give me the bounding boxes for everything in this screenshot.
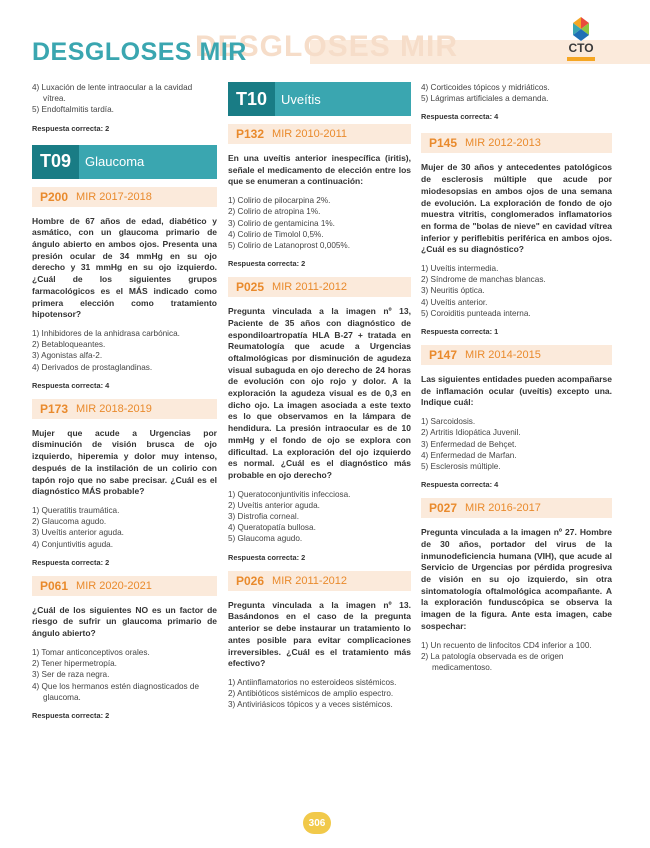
question-code: P147 [429,348,458,363]
question-year: MIR 2016-2017 [465,502,541,515]
question-code: P132 [236,127,265,141]
question-code: P061 [40,578,69,593]
continued-options [32,82,217,116]
option: 4) Que los hermanos estén diagnosticados de glaucoma. [32,681,200,702]
question-code: P025 [236,280,265,295]
option: 5) Lágrimas artificiales a demanda. [421,94,549,104]
options-list [421,640,612,674]
question-year: MIR 2014-2015 [465,349,541,362]
question-code: P027 [429,501,458,516]
logo-bar [567,57,595,61]
column-3 [421,82,612,681]
option: 2) Uveítis anterior aguda. [228,500,320,510]
option: 4) Colirio de Timolol 0,5%. [228,229,324,239]
question-block [32,576,217,720]
topic-code: T09 [32,145,79,179]
answer: Respuesta correcta: 4 [421,480,499,490]
question-block [32,187,217,390]
question-text: Pregunta vinculada a la imagen nº 27. Hombre de 30 años, portador del virus de la inmunodeficiencia humana (VIH), que acude al Servicio de Urgencias por pérdida progresiva de visión en su ojo izquierdo, sin otra sintomatología oftalmológica acompañante. A la exploración funduscópica se observa la imagen de la figura. Ante esta imagen, cabe sospechar: [421,527,612,631]
options-list [228,195,411,251]
option: 1) Inhibidores de la anhidrasa carbónica. [32,328,180,338]
question-block [421,345,612,489]
option: 2) Glaucoma agudo. [32,517,107,527]
cto-logo-icon [561,15,601,43]
option: 1) Sarcoidosis. [421,417,476,427]
topic-name: Uveítis [275,82,411,116]
option: 4) Derivados de prostaglandinas. [32,362,153,372]
question-code: P200 [40,189,69,204]
answer: Respuesta correcta: 2 [32,710,110,720]
option: 1) Un recuento de linfocitos CD4 inferior a 100. [421,640,592,650]
option: 2) Tener hipermetropía. [32,659,117,669]
answer: Respuesta correcta: 1 [421,327,499,337]
question-header [228,277,411,297]
question-block [228,277,411,562]
question-code: P026 [236,573,265,588]
answer: Respuesta correcta: 4 [421,112,499,122]
option: 4) Conjuntivitis aguda. [32,539,114,549]
question-text: En una uveítis anterior inespecífica (iritis), señale el medicamento de elección entre los que se enumeran a continuación: [228,153,411,187]
options-list [228,677,411,711]
topic-name: Glaucoma [79,145,217,179]
option: 4) Enfermedad de Marfan. [421,450,517,460]
cto-logo [561,15,601,65]
question-year: MIR 2010-2011 [272,128,348,140]
options-list [228,489,411,545]
answer: Respuesta correcta: 2 [228,259,306,269]
topic-code: T10 [228,82,275,116]
page-number: 306 [303,812,331,834]
option: 3) Colirio de gentamicina 1%. [228,218,335,228]
option: 2) Betabloqueantes. [32,340,106,350]
option: 1) Tomar anticonceptivos orales. [32,647,150,657]
column-1 [32,82,217,729]
question-header [228,571,411,591]
question-text: Las siguientes entidades pueden acompañarse de inflamación ocular (uveítis) excepto una. Indique cuál: [421,374,612,408]
question-header [228,124,411,144]
options-list [421,263,612,319]
question-header [32,187,217,207]
question-block [228,571,411,711]
option: 3) Neuritis óptica. [421,286,485,296]
question-text: Pregunta vinculada a la imagen nº 13, Paciente de 35 años con diagnóstico de espondiloartropatía HLA B-27 + tratada en Reumatología que acude a Urgencias oftalmológicas por disminución de agudeza visual subaguda en ojo derecho de 24 horas de evolución con ojo rojo y dolor. A la exploración la agudeza visual es de 0,3 en dicho ojo. La imagen asociada a este texto es lo que observamos en la lámpara de hendidura. La presión intraocular es de 10 mmHg y el fondo de ojo se explora con dificultad. La exploración del ojo izquierdo es normal. ¿Cuál es el diagnóstico más probable en ojo derecho? [228,306,411,480]
topic-header-glaucoma [32,145,217,179]
question-block [228,124,411,268]
question-header [32,399,217,419]
options-list [421,416,612,472]
question-text: Mujer que acude a Urgencias por disminución de visión brusca de ojo izquierdo, hiperemia y dolor muy intenso, después de la instilación de un colirio con tapón rojo que no sabe precisar. ¿Cuál es el diagnóstico MÁS probable? [32,427,217,497]
column-2 [228,82,411,719]
option: 2) Artritis Idiopática Juvenil. [421,428,521,438]
option: 3) Antiviriásicos tópicos y a veces sistémicos. [228,700,393,710]
option: 2) Colirio de atropina 1%. [228,207,321,217]
topic-header-uveitis [228,82,411,116]
question-block [421,498,612,673]
option: 4) Queratopatía bullosa. [228,523,316,533]
option: 1) Uveítis intermedia. [421,264,499,274]
question-text: Hombre de 67 años de edad, diabético y asmático, con un glaucoma primario de ángulo abierto en ambos ojos. Presenta una presión ocular de 34 mmHg en su ojo derecho y 31 mmHg en su ojo izquierdo. ¿Cuál de los siguientes grupos farmacológicos es el MÁS indicado como primera elección como tratamiento hipotensor? [32,215,217,320]
option: 5) Esclerosis múltiple. [421,461,501,471]
option: 1) Antiinflamatorios no esteroideos sistémicos. [228,677,397,687]
answer: Respuesta correcta: 2 [32,557,110,567]
option: 2) Antibióticos sistémicos de amplio espectro. [228,689,394,699]
logo-text: CTO [568,41,594,55]
question-block [421,133,612,336]
option: 1) Colirio de pilocarpina 2%. [228,196,331,206]
continued-options [421,82,612,104]
page-title: DESGLOSES MIR [32,38,247,66]
question-year: MIR 2012-2013 [465,137,541,150]
option: 3) Agonistas alfa-2. [32,351,103,361]
options-list [32,328,217,373]
option: 1) Queratitis traumática. [32,505,120,515]
question-year: MIR 2020-2021 [76,579,152,592]
options-list [32,505,217,550]
question-year: MIR 2017-2018 [76,190,152,203]
question-year: MIR 2011-2012 [272,574,348,587]
question-text: Mujer de 30 años y antecedentes patológicos de esclerosis múltiple que acude por miodesopsias en ambos ojos de una semana de evolución. La exploración de fondo de ojo muestra vitritis, conglomerados inflamatorios en forma de "bolas de nieve" en cavidad vítrea inferior y periflebitis periférica en ambos ojos. ¿Cuál es su diagnóstico? [421,162,612,255]
question-text: Pregunta vinculada a la imagen nº 13. Basándonos en el caso de la pregunta anterior se debe instaurar un tratamiento lo antes posible para evitar complicaciones irreversibles. ¿Cuál es el tratamiento más efectivo? [228,599,411,669]
option: 3) Ser de raza negra. [32,670,110,680]
option: 5) Glaucoma agudo. [228,534,303,544]
header-ghost-title: DESGLOSES MIR [195,30,459,63]
option: 2) Síndrome de manchas blancas. [421,275,546,285]
answer: Respuesta correcta: 2 [32,123,110,133]
answer: Respuesta correcta: 4 [32,380,110,390]
question-code: P145 [429,136,458,151]
question-text: ¿Cuál de los siguientes NO es un factor de riesgo de sufrir un glaucoma primario de ángulo abierto? [32,604,217,639]
question-header [421,133,612,153]
option: 2) La patología observada es de origen medicamentoso. [421,651,564,672]
option: 3) Enfermedad de Behçet. [421,439,517,449]
option: 5) Endoftalmitis tardía. [32,105,114,115]
option: 3) Uveítis anterior aguda. [32,528,124,538]
option: 4) Uveítis anterior. [421,297,488,307]
question-year: MIR 2011-2012 [272,281,348,294]
answer: Respuesta correcta: 2 [228,552,306,562]
question-code: P173 [40,401,69,416]
option: 5) Colirio de Latanoprost 0,005%. [228,240,350,250]
question-block [32,399,217,567]
option: 1) Queratoconjuntivitis infecciosa. [228,489,351,499]
option: 3) Distrofia corneal. [228,512,299,522]
option: 4) Corticoides tópicos y midriáticos. [421,83,550,92]
question-header [421,498,612,518]
option: 5) Coroiditis punteada interna. [421,308,531,318]
question-header [421,345,612,365]
question-year: MIR 2018-2019 [76,402,152,415]
question-header [32,576,217,596]
option: 4) Luxación de lente intraocular a la cavidad vítrea. [32,83,193,104]
options-list [32,647,217,703]
